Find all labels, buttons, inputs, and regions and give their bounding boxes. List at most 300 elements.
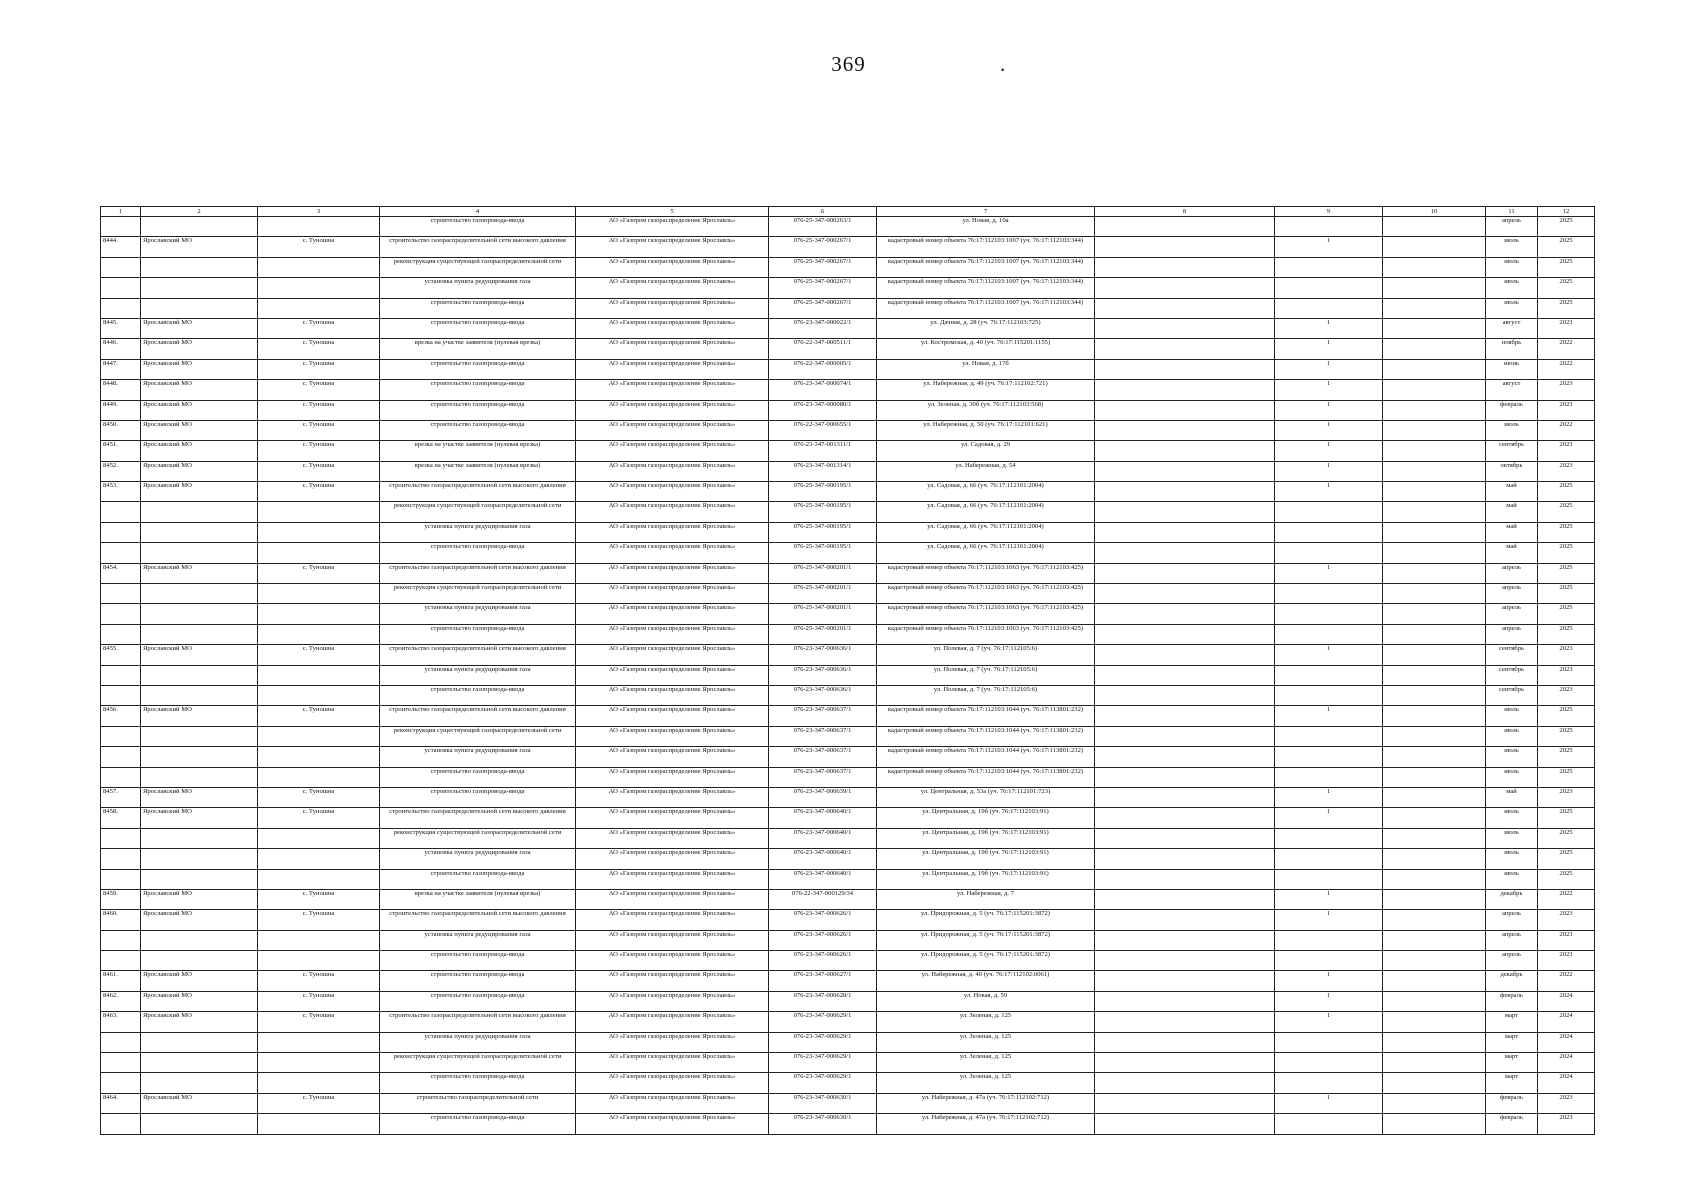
column-8-cell	[1095, 951, 1275, 971]
municipality-cell: Ярославский МО	[141, 441, 258, 461]
quantity-cell	[1275, 1053, 1383, 1073]
column-8-cell	[1095, 339, 1275, 359]
application-id-cell: 076-25-347-000267/1	[769, 298, 877, 318]
address-cell: ул. Полевая, д. 7 (уч. 76:17:112105:6)	[877, 665, 1095, 685]
application-id-cell: 076-23-347-000626/1	[769, 930, 877, 950]
application-id-cell: 076-23-347-000626/1	[769, 951, 877, 971]
year-cell: 2025	[1538, 869, 1595, 889]
row-number: 8450.	[101, 420, 141, 440]
column-8-cell	[1095, 604, 1275, 624]
municipality-cell: Ярославский МО	[141, 889, 258, 909]
column-8-cell	[1095, 828, 1275, 848]
application-id-cell: 076-23-347-000636/1	[769, 685, 877, 705]
month-cell: июль	[1486, 808, 1538, 828]
work-type-cell: реконструкция существующей газораспределительной сети	[380, 726, 576, 746]
application-id-cell: 076-23-347-000637/1	[769, 706, 877, 726]
application-id-cell: 076-22-347-000655/1	[769, 420, 877, 440]
month-cell: сентябрь	[1486, 685, 1538, 705]
organization-cell: АО «Газпром газораспределение Ярославль»	[576, 665, 769, 685]
organization-cell: АО «Газпром газораспределение Ярославль»	[576, 217, 769, 237]
quantity-cell	[1275, 849, 1383, 869]
municipality-cell: Ярославский МО	[141, 461, 258, 481]
quantity-cell	[1275, 278, 1383, 298]
column-10-cell	[1383, 726, 1486, 746]
application-id-cell: 076-25-347-000263/1	[769, 217, 877, 237]
table-row	[101, 828, 1595, 848]
work-type-cell: установка пункта редуцирования газа	[380, 604, 576, 624]
quantity-cell: 1	[1275, 563, 1383, 583]
month-cell: апрель	[1486, 584, 1538, 604]
row-number	[101, 685, 141, 705]
work-type-cell: строительство газопровода-ввода	[380, 543, 576, 563]
work-type-cell: строительство газопровода-ввода	[380, 787, 576, 807]
organization-cell: АО «Газпром газораспределение Ярославль»	[576, 930, 769, 950]
row-number: 8462.	[101, 991, 141, 1011]
month-cell: февраль	[1486, 991, 1538, 1011]
organization-cell: АО «Газпром газораспределение Ярославль»	[576, 889, 769, 909]
address-cell: кадастровый номер объекта 76:17:112103:1044 (уч. 76:17:113801:232)	[877, 747, 1095, 767]
quantity-cell	[1275, 767, 1383, 787]
month-cell: август	[1486, 380, 1538, 400]
organization-cell: АО «Газпром газораспределение Ярославль»	[576, 318, 769, 338]
address-cell: ул. Центральная, д. 19б (уч. 76:17:112103:91)	[877, 849, 1095, 869]
work-type-cell: реконструкция существующей газораспределительной сети	[380, 828, 576, 848]
organization-cell: АО «Газпром газораспределение Ярославль»	[576, 563, 769, 583]
column-10-cell	[1383, 278, 1486, 298]
application-id-cell: 076-23-347-000640/1	[769, 869, 877, 889]
organization-cell: АО «Газпром газораспределение Ярославль»	[576, 604, 769, 624]
column-8-cell	[1095, 889, 1275, 909]
application-id-cell: 076-25-347-000267/1	[769, 257, 877, 277]
organization-cell: АО «Газпром газораспределение Ярославль»	[576, 951, 769, 971]
municipality-cell: Ярославский МО	[141, 1012, 258, 1032]
organization-cell: АО «Газпром газораспределение Ярославль»	[576, 543, 769, 563]
column-header: 11	[1486, 207, 1538, 217]
address-cell: ул. Набережная, д. 54	[877, 461, 1095, 481]
organization-cell: АО «Газпром газораспределение Ярославль»	[576, 420, 769, 440]
month-cell: март	[1486, 1012, 1538, 1032]
column-header: 5	[576, 207, 769, 217]
address-cell: кадастровый номер объекта 76:17:112103:1063 (уч. 76:17:112103:425)	[877, 563, 1095, 583]
row-number	[101, 522, 141, 542]
municipality-cell	[141, 217, 258, 237]
table-row	[101, 685, 1595, 705]
organization-cell: АО «Газпром газораспределение Ярославль»	[576, 747, 769, 767]
row-number: 8454.	[101, 563, 141, 583]
work-type-cell: строительство газопровода-ввода	[380, 767, 576, 787]
column-8-cell	[1095, 624, 1275, 644]
work-type-cell: строительство газопровода-ввода	[380, 1073, 576, 1093]
quantity-cell: 1	[1275, 808, 1383, 828]
application-id-cell: 076-25-347-000267/1	[769, 237, 877, 257]
month-cell: сентябрь	[1486, 441, 1538, 461]
municipality-cell	[141, 1073, 258, 1093]
work-type-cell: строительство газопровода-ввода	[380, 971, 576, 991]
column-8-cell	[1095, 910, 1275, 930]
table-row	[101, 849, 1595, 869]
column-10-cell	[1383, 298, 1486, 318]
application-id-cell: 076-25-347-000201/1	[769, 604, 877, 624]
organization-cell: АО «Газпром газораспределение Ярославль»	[576, 339, 769, 359]
organization-cell: АО «Газпром газораспределение Ярославль»	[576, 971, 769, 991]
locality-cell: с. Туношна	[258, 787, 380, 807]
municipality-cell	[141, 604, 258, 624]
address-cell: ул. Придорожная, д. 5 (уч. 76:17:115201:3872)	[877, 910, 1095, 930]
organization-cell: АО «Газпром газораспределение Ярославль»	[576, 767, 769, 787]
table-row	[101, 339, 1595, 359]
municipality-cell: Ярославский МО	[141, 420, 258, 440]
application-id-cell: 076-22-347-000511/1	[769, 339, 877, 359]
month-cell: февраль	[1486, 1114, 1538, 1134]
work-type-cell: установка пункта редуцирования газа	[380, 849, 576, 869]
locality-cell	[258, 951, 380, 971]
month-cell: декабрь	[1486, 889, 1538, 909]
table-row	[101, 461, 1595, 481]
column-8-cell	[1095, 930, 1275, 950]
table-row	[101, 1073, 1595, 1093]
municipality-cell	[141, 685, 258, 705]
year-cell: 2025	[1538, 747, 1595, 767]
application-id-cell: 076-23-347-000629/1	[769, 1053, 877, 1073]
header-row	[101, 207, 1595, 217]
quantity-cell: 1	[1275, 318, 1383, 338]
municipality-cell	[141, 624, 258, 644]
municipality-cell	[141, 1053, 258, 1073]
column-10-cell	[1383, 318, 1486, 338]
table-row	[101, 1093, 1595, 1113]
column-10-cell	[1383, 645, 1486, 665]
municipality-cell	[141, 502, 258, 522]
municipality-cell: Ярославский МО	[141, 359, 258, 379]
row-number	[101, 747, 141, 767]
column-10-cell	[1383, 502, 1486, 522]
table-row	[101, 584, 1595, 604]
quantity-cell: 1	[1275, 787, 1383, 807]
address-cell: ул. Зеленая, д. 30б (уч. 76:17:112103:568)	[877, 400, 1095, 420]
column-10-cell	[1383, 1053, 1486, 1073]
row-number	[101, 1053, 141, 1073]
quantity-cell	[1275, 930, 1383, 950]
work-type-cell: строительство газораспределительной сети высокого давления	[380, 563, 576, 583]
application-id-cell: 076-23-347-000629/1	[769, 1032, 877, 1052]
year-cell: 2023	[1538, 787, 1595, 807]
municipality-cell: Ярославский МО	[141, 808, 258, 828]
organization-cell: АО «Газпром газораспределение Ярославль»	[576, 645, 769, 665]
table-row	[101, 380, 1595, 400]
table-row	[101, 767, 1595, 787]
column-10-cell	[1383, 787, 1486, 807]
column-10-cell	[1383, 441, 1486, 461]
work-type-cell: строительство газораспределительной сети высокого давления	[380, 645, 576, 665]
locality-cell	[258, 502, 380, 522]
address-cell: кадастровый номер объекта 76:17:112103:1007 (уч. 76:17:112103:344)	[877, 278, 1095, 298]
quantity-cell: 1	[1275, 971, 1383, 991]
column-8-cell	[1095, 522, 1275, 542]
month-cell: март	[1486, 1073, 1538, 1093]
locality-cell	[258, 1053, 380, 1073]
table-row	[101, 217, 1595, 237]
organization-cell: АО «Газпром газораспределение Ярославль»	[576, 237, 769, 257]
address-cell: ул. Зеленая, д. 125	[877, 1012, 1095, 1032]
column-header: 7	[877, 207, 1095, 217]
address-cell: ул. Полевая, д. 7 (уч. 76:17:112105:6)	[877, 645, 1095, 665]
column-8-cell	[1095, 787, 1275, 807]
table-row	[101, 1012, 1595, 1032]
column-8-cell	[1095, 543, 1275, 563]
work-type-cell: строительство газопровода-ввода	[380, 1114, 576, 1134]
quantity-cell	[1275, 257, 1383, 277]
address-cell: ул. Центральная, д. 19б (уч. 76:17:112103:91)	[877, 869, 1095, 889]
column-8-cell	[1095, 747, 1275, 767]
column-10-cell	[1383, 971, 1486, 991]
locality-cell: с. Туношна	[258, 237, 380, 257]
work-type-cell: строительство газораспределительной сети высокого давления	[380, 1012, 576, 1032]
work-type-cell: строительство газопровода-ввода	[380, 400, 576, 420]
row-number	[101, 828, 141, 848]
year-cell: 2023	[1538, 461, 1595, 481]
column-8-cell	[1095, 400, 1275, 420]
row-number: 8448.	[101, 380, 141, 400]
locality-cell: с. Туношна	[258, 645, 380, 665]
column-10-cell	[1383, 951, 1486, 971]
table-row	[101, 726, 1595, 746]
column-10-cell	[1383, 706, 1486, 726]
column-10-cell	[1383, 808, 1486, 828]
work-type-cell: врезка на участке заявителя (нулевая врезка)	[380, 889, 576, 909]
address-cell: ул. Центральная, д. 53а (уч. 76:17:112101:723)	[877, 787, 1095, 807]
year-cell: 2025	[1538, 257, 1595, 277]
organization-cell: АО «Газпром газораспределение Ярославль»	[576, 1012, 769, 1032]
organization-cell: АО «Газпром газораспределение Ярославль»	[576, 787, 769, 807]
application-id-cell: 076-23-347-000636/1	[769, 665, 877, 685]
quantity-cell	[1275, 665, 1383, 685]
row-number: 8447.	[101, 359, 141, 379]
organization-cell: АО «Газпром газораспределение Ярославль»	[576, 828, 769, 848]
year-cell: 2025	[1538, 624, 1595, 644]
column-10-cell	[1383, 1114, 1486, 1134]
application-id-cell: 076-23-347-000637/1	[769, 726, 877, 746]
column-8-cell	[1095, 869, 1275, 889]
address-cell: кадастровый номер объекта 76:17:112103:1063 (уч. 76:17:112103:425)	[877, 624, 1095, 644]
work-type-cell: строительство газопровода-ввода	[380, 869, 576, 889]
application-id-cell: 076-25-347-000195/1	[769, 482, 877, 502]
row-number: 8446.	[101, 339, 141, 359]
organization-cell: АО «Газпром газораспределение Ярославль»	[576, 400, 769, 420]
column-8-cell	[1095, 726, 1275, 746]
year-cell: 2025	[1538, 563, 1595, 583]
application-id-cell: 076-23-347-000637/1	[769, 747, 877, 767]
column-8-cell	[1095, 420, 1275, 440]
quantity-cell	[1275, 951, 1383, 971]
column-8-cell	[1095, 1032, 1275, 1052]
organization-cell: АО «Газпром газораспределение Ярославль»	[576, 910, 769, 930]
table-row	[101, 237, 1595, 257]
page-mark: .	[1000, 52, 1006, 76]
locality-cell: с. Туношна	[258, 808, 380, 828]
column-10-cell	[1383, 828, 1486, 848]
table-row	[101, 787, 1595, 807]
application-id-cell: 076-23-347-000640/1	[769, 828, 877, 848]
year-cell: 2022	[1538, 339, 1595, 359]
year-cell: 2025	[1538, 482, 1595, 502]
year-cell: 2023	[1538, 930, 1595, 950]
work-type-cell: строительство газопровода-ввода	[380, 298, 576, 318]
address-cell: ул. Дачная, д. 28 (уч. 76:17:112103:725)	[877, 318, 1095, 338]
municipality-cell	[141, 849, 258, 869]
column-10-cell	[1383, 584, 1486, 604]
year-cell: 2025	[1538, 298, 1595, 318]
row-number	[101, 1073, 141, 1093]
column-10-cell	[1383, 665, 1486, 685]
application-id-cell: 076-23-347-000640/1	[769, 849, 877, 869]
column-8-cell	[1095, 1073, 1275, 1093]
column-10-cell	[1383, 339, 1486, 359]
row-number	[101, 1032, 141, 1052]
address-cell: ул. Новая, д. 59	[877, 991, 1095, 1011]
year-cell: 2025	[1538, 828, 1595, 848]
locality-cell	[258, 869, 380, 889]
address-cell: ул. Центральная, д. 19б (уч. 76:17:112103:91)	[877, 808, 1095, 828]
row-number	[101, 1114, 141, 1134]
locality-cell	[258, 257, 380, 277]
locality-cell: с. Туношна	[258, 380, 380, 400]
row-number	[101, 502, 141, 522]
month-cell: май	[1486, 522, 1538, 542]
work-type-cell: строительство газораспределительной сети	[380, 1093, 576, 1113]
row-number: 8451.	[101, 441, 141, 461]
work-type-cell: врезка на участке заявителя (нулевая врезка)	[380, 339, 576, 359]
month-cell: февраль	[1486, 400, 1538, 420]
municipality-cell: Ярославский МО	[141, 1093, 258, 1113]
table-row	[101, 604, 1595, 624]
row-number: 8464.	[101, 1093, 141, 1113]
quantity-cell	[1275, 1032, 1383, 1052]
work-type-cell: строительство газопровода-ввода	[380, 420, 576, 440]
organization-cell: АО «Газпром газораспределение Ярославль»	[576, 1073, 769, 1093]
address-cell: ул. Садовая, д. 66 (уч. 76:17:112101:2004)	[877, 522, 1095, 542]
table-row	[101, 482, 1595, 502]
page-number: 369	[831, 52, 866, 76]
year-cell: 2024	[1538, 1073, 1595, 1093]
column-8-cell	[1095, 665, 1275, 685]
column-8-cell	[1095, 808, 1275, 828]
row-number: 8457.	[101, 787, 141, 807]
column-8-cell	[1095, 563, 1275, 583]
work-type-cell: строительство газораспределительной сети высокого давления	[380, 910, 576, 930]
month-cell: август	[1486, 318, 1538, 338]
locality-cell: с. Туношна	[258, 706, 380, 726]
year-cell: 2025	[1538, 217, 1595, 237]
table-row	[101, 991, 1595, 1011]
locality-cell: с. Туношна	[258, 971, 380, 991]
address-cell: ул. Центральная, д. 19б (уч. 76:17:112103:91)	[877, 828, 1095, 848]
municipality-cell	[141, 278, 258, 298]
month-cell: апрель	[1486, 624, 1538, 644]
table-row	[101, 808, 1595, 828]
locality-cell	[258, 1073, 380, 1093]
table-row	[101, 359, 1595, 379]
column-10-cell	[1383, 461, 1486, 481]
quantity-cell: 1	[1275, 237, 1383, 257]
municipality-cell	[141, 1114, 258, 1134]
organization-cell: АО «Газпром газораспределение Ярославль»	[576, 849, 769, 869]
column-10-cell	[1383, 685, 1486, 705]
table-row	[101, 298, 1595, 318]
year-cell: 2023	[1538, 380, 1595, 400]
municipality-cell	[141, 522, 258, 542]
work-type-cell: строительство газораспределительной сети высокого давления	[380, 706, 576, 726]
table-row	[101, 930, 1595, 950]
address-cell: ул. Зеленая, д. 125	[877, 1032, 1095, 1052]
locality-cell	[258, 624, 380, 644]
work-type-cell: строительство газопровода-ввода	[380, 359, 576, 379]
column-8-cell	[1095, 441, 1275, 461]
municipality-cell: Ярославский МО	[141, 645, 258, 665]
organization-cell: АО «Газпром газораспределение Ярославль»	[576, 1053, 769, 1073]
column-10-cell	[1383, 747, 1486, 767]
year-cell: 2023	[1538, 910, 1595, 930]
year-cell: 2023	[1538, 441, 1595, 461]
organization-cell: АО «Газпром газораспределение Ярославль»	[576, 257, 769, 277]
municipality-cell	[141, 951, 258, 971]
municipality-cell: Ярославский МО	[141, 318, 258, 338]
table-row	[101, 563, 1595, 583]
column-8-cell	[1095, 584, 1275, 604]
row-number: 8445.	[101, 318, 141, 338]
address-cell: ул. Новая, д. 10а	[877, 217, 1095, 237]
locality-cell	[258, 767, 380, 787]
column-header: 8	[1095, 207, 1275, 217]
year-cell: 2023	[1538, 951, 1595, 971]
address-cell: кадастровый номер объекта 76:17:112103:1044 (уч. 76:17:113801:232)	[877, 767, 1095, 787]
address-cell: ул. Новая, д. 17б	[877, 359, 1095, 379]
quantity-cell: 1	[1275, 910, 1383, 930]
organization-cell: АО «Газпром газораспределение Ярославль»	[576, 278, 769, 298]
year-cell: 2025	[1538, 278, 1595, 298]
month-cell: сентябрь	[1486, 645, 1538, 665]
column-8-cell	[1095, 318, 1275, 338]
quantity-cell	[1275, 1073, 1383, 1093]
year-cell: 2023	[1538, 685, 1595, 705]
locality-cell: с. Туношна	[258, 420, 380, 440]
organization-cell: АО «Газпром газораспределение Ярославль»	[576, 359, 769, 379]
quantity-cell: 1	[1275, 359, 1383, 379]
quantity-cell	[1275, 828, 1383, 848]
column-8-cell	[1095, 1012, 1275, 1032]
month-cell: июль	[1486, 257, 1538, 277]
year-cell: 2024	[1538, 1032, 1595, 1052]
organization-cell: АО «Газпром газораспределение Ярославль»	[576, 991, 769, 1011]
column-8-cell	[1095, 359, 1275, 379]
column-10-cell	[1383, 1032, 1486, 1052]
row-number	[101, 767, 141, 787]
column-8-cell	[1095, 461, 1275, 481]
municipality-cell	[141, 584, 258, 604]
table-row	[101, 624, 1595, 644]
column-10-cell	[1383, 604, 1486, 624]
table-row	[101, 420, 1595, 440]
organization-cell: АО «Газпром газораспределение Ярославль»	[576, 482, 769, 502]
quantity-cell: 1	[1275, 400, 1383, 420]
locality-cell	[258, 278, 380, 298]
column-header: 9	[1275, 207, 1383, 217]
month-cell: декабрь	[1486, 971, 1538, 991]
work-type-cell: установка пункта редуцирования газа	[380, 278, 576, 298]
locality-cell	[258, 584, 380, 604]
year-cell: 2025	[1538, 604, 1595, 624]
locality-cell	[258, 543, 380, 563]
row-number	[101, 543, 141, 563]
